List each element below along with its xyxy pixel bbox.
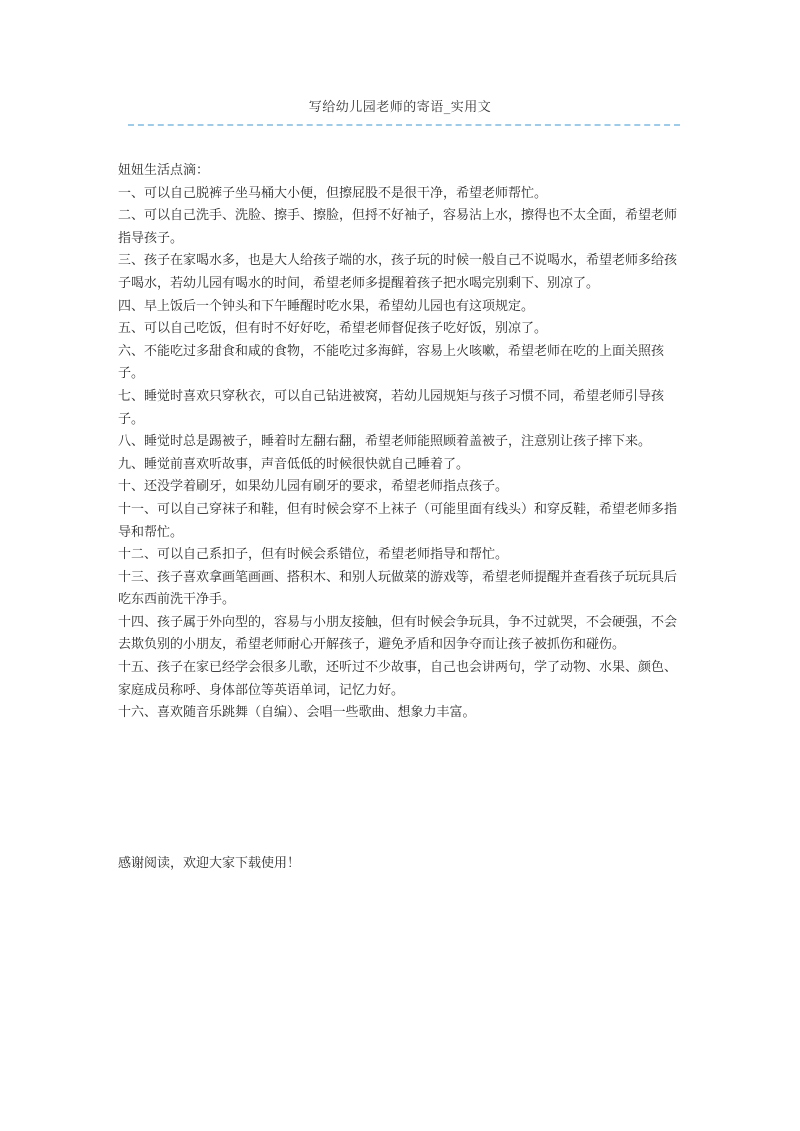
paragraph-13: 十三、孩子喜欢拿画笔画画、搭积木、和别人玩做菜的游戏等，希望老师提醒并查看孩子玩玩具后吃东西前洗干净手。 [118, 569, 678, 608]
paragraph-5: 五、可以自己吃饭，但有时不好好吃，希望老师督促孩子吃好饭，别凉了。 [118, 321, 548, 337]
paragraph-11: 十一、可以自己穿袜子和鞋，但有时候会穿不上袜子（可能里面有线头）和穿反鞋，希望老师多指导和帮忙。 [118, 501, 678, 540]
paragraph-3: 三、孩子在家喝水多，也是大人给孩子端的水，孩子玩的时候一般自己不说喝水，希望老师多给孩子喝水，若幼儿园有喝水的时间，希望老师多提醒着孩子把水喝完别剩下、别凉了。 [118, 253, 678, 291]
footer-note: 感谢阅读，欢迎大家下载使用！ [118, 856, 301, 871]
title-divider [128, 124, 680, 126]
paragraph-9: 九、睡觉前喜欢听故事，声音低低的时候很快就自己睡着了。 [118, 456, 470, 472]
document-title: 写给幼儿园老师的寄语_实用文 [308, 100, 492, 115]
paragraph-14: 十四、孩子属于外向型的，容易与小朋友接触，但有时候会争玩具，争不过就哭，不会硬强，不会去欺负别的小朋友，希望老师耐心开解孩子，避免矛盾和因争夺而让孩子被抓伤和碰伤。 [118, 614, 678, 653]
paragraph-6: 六、不能吃过多甜食和咸的食物，不能吃过多海鲜，容易上火咳嗽，希望老师在吃的上面关照孩子。 [118, 343, 665, 382]
paragraph-12: 十二、可以自己系扣子，但有时候会系错位，希望老师指导和帮忙。 [118, 547, 509, 563]
paragraph-15: 十五、孩子在家已经学会很多儿歌，还听过不少故事，自己也会讲两句，学了动物、水果、颜色、家庭成员称呼、身体部位等英语单词，记忆力好。 [118, 660, 678, 698]
paragraph-7: 七、睡觉时喜欢只穿秋衣，可以自己钻进被窝，若幼儿园规矩与孩子习惯不同，希望老师引导孩子。 [118, 388, 665, 427]
section-heading: 妞妞生活点滴： [118, 163, 210, 178]
paragraph-16: 十六、喜欢随音乐跳舞（自编）、会唱一些歌曲、想象力丰富。 [118, 705, 476, 721]
paragraph-4: 四、早上饭后一个钟头和下午睡醒时吃水果，希望幼儿园也有这项规定。 [118, 298, 535, 314]
paragraph-1: 一、可以自己脱裤子坐马桶大小便，但擦屁股不是很干净，希望老师帮忙。 [118, 185, 548, 201]
document-body [118, 160, 684, 725]
paragraph-8: 八、睡觉时总是踢被子，睡着时左翻右翻，希望老师能照顾着盖被子，注意别让孩子摔下来。 [118, 434, 652, 450]
paragraph-10: 十、还没学着刷牙，如果幼儿园有刷牙的要求，希望老师指点孩子。 [118, 479, 509, 495]
paragraph-2: 二、可以自己洗手、洗脸、擦手、擦脸，但捋不好袖子，容易沾上水，擦得也不太全面，希望老师指导孩子。 [118, 208, 678, 246]
